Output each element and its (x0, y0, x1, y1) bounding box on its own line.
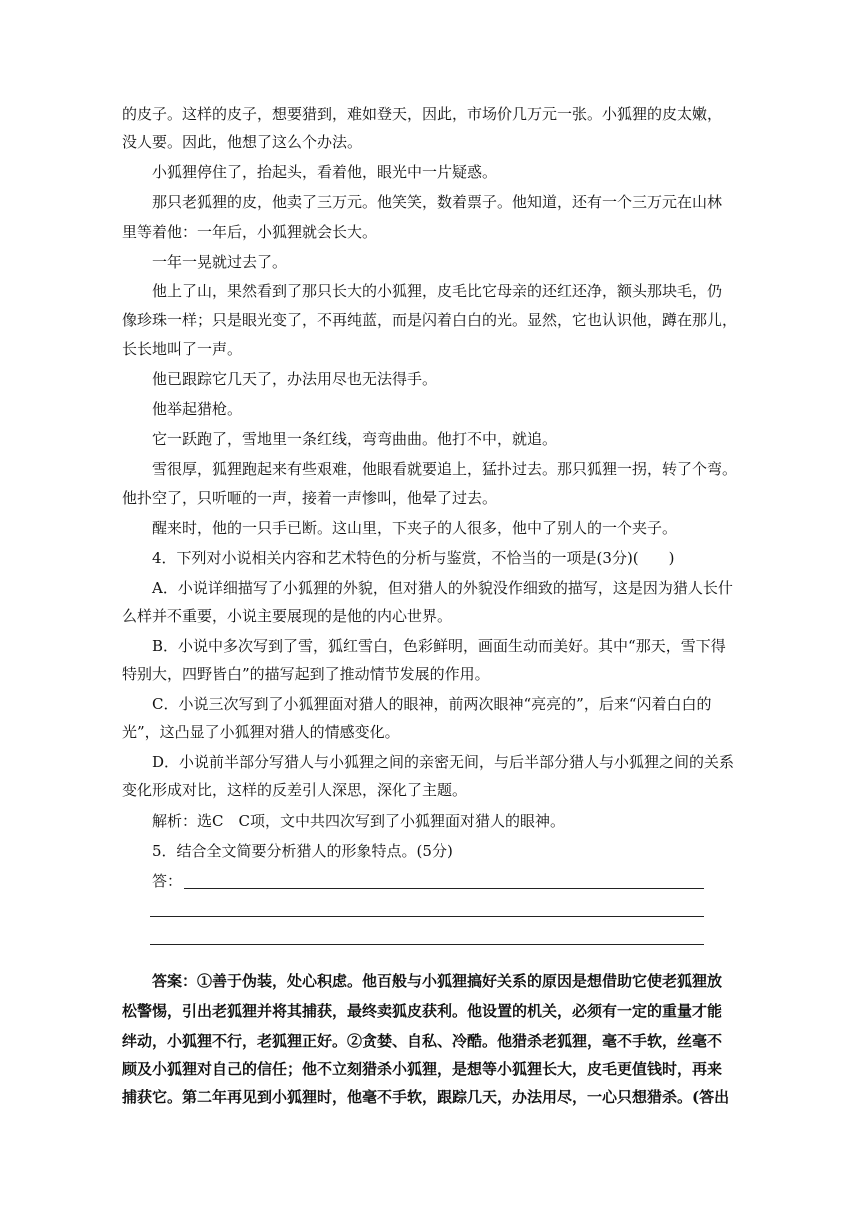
text-line: 醒来时，他的一只手已断。这山里，下夹子的人很多，他中了别人的一个夹子。 (122, 519, 678, 537)
option-d: D．小说前半部分写猎人与小狐狸之间的亲密无间，与后半部分猎人与小狐狸之间的关系 (122, 753, 735, 771)
question-4: 4．下列对小说相关内容和艺术特色的分析与鉴赏，不恰当的一项是(3分)( ) (122, 549, 675, 567)
option-a: A．小说详细描写了小狐狸的外貌，但对猎人的外貌没作细致的描写，这是因为猎人长什 (122, 579, 733, 597)
answer-text-line: 捕获它。第二年再见到小狐狸时，他毫不手软，跟踪几天，办法用尽，一心只想猎杀。(答出 (122, 1088, 730, 1106)
answer-text-line: 答案：①善于伪装，处心积虑。他百般与小狐狸搞好关系的原因是想借助它使老狐狸放 (122, 972, 723, 990)
text-line: 他已跟踪它几天了，办法用尽也无法得手。 (122, 370, 438, 388)
analysis: 解析：选C C项，文中共四次写到了小狐狸面对猎人的眼神。 (122, 812, 565, 830)
answer-text-line: 绊动，小狐狸不行，老狐狸正好。②贪婪、自私、冷酷。他猎杀老狐狸，毫不手软，丝毫不 (122, 1032, 723, 1050)
text-line: 它一跃跑了，雪地里一条红线，弯弯曲曲。他打不中，就追。 (122, 430, 558, 448)
question-5: 5．结合全文简要分析猎人的形象特点。(5分) (122, 842, 453, 860)
text-line: 一年一晃就过去了。 (122, 253, 288, 271)
option-c: C．小说三次写到了小狐狸面对猎人的眼神，前两次眼神“亮亮的”，后来“闪着白白的 (122, 695, 712, 713)
answer-blank-line[interactable] (150, 916, 704, 917)
text-line: 的皮子。这样的皮子，想要猎到，难如登天，因此，市场价几万元一张。小狐狸的皮太嫩， (122, 105, 723, 123)
text-line: 像珍珠一样；只是眼光变了，不再纯蓝，而是闪着白白的光。显然，它也认识他，蹲在那儿， (122, 311, 738, 329)
text-line: 雪很厚，狐狸跑起来有些艰难，他眼看就要追上，猛扑过去。那只狐狸一拐，转了个弯。 (122, 460, 738, 478)
text-line: 他扑空了，只听咂的一声，接着一声惨叫，他晕了过去。 (122, 489, 498, 507)
answer-blank-line[interactable] (150, 944, 704, 945)
answer-blank-line[interactable] (184, 888, 704, 889)
text-line: 里等着他：一年后，小狐狸就会长大。 (122, 223, 378, 241)
text-line: 没人要。因此，他想了这么个办法。 (122, 133, 363, 151)
option-b: B．小说中多次写到了雪，狐红雪白，色彩鲜明，画面生动而美好。其中“那天，雪下得 (122, 637, 726, 655)
answer-text-line: 顾及小狐狸对自己的信任；他不立刻猎杀小狐狸，是想等小狐狸长大，皮毛更值钱时，再来 (122, 1060, 723, 1078)
answer-text-line: 松警惕，引出老狐狸并将其捕获，最终卖狐皮获利。他设置的机关，必须有一定的重量才能 (122, 1002, 723, 1020)
answer-label: 答： (122, 872, 183, 890)
text-line: 长长地叫了一声。 (122, 340, 243, 358)
option-c-cont: 光”，这凸显了小狐狸对猎人的情感变化。 (122, 723, 400, 741)
text-line: 小狐狸停住了，抬起头，看着他，眼光中一片疑惑。 (122, 163, 498, 181)
option-a-cont: 么样并不重要，小说主要展现的是他的内心世界。 (122, 607, 453, 625)
text-line: 他上了山，果然看到了那只长大的小狐狸，皮毛比它母亲的还红还净，额头那块毛，仍 (122, 282, 723, 300)
option-d-cont: 变化形成对比，这样的反差引人深思，深化了主题。 (122, 781, 468, 799)
text-line: 那只老狐狸的皮，他卖了三万元。他笑笑，数着票子。他知道，还有一个三万元在山林 (122, 193, 723, 211)
option-b-cont: 特别大，四野皆白”的描写起到了推动情节发展的作用。 (122, 665, 490, 683)
text-line: 他举起猎枪。 (122, 400, 243, 418)
